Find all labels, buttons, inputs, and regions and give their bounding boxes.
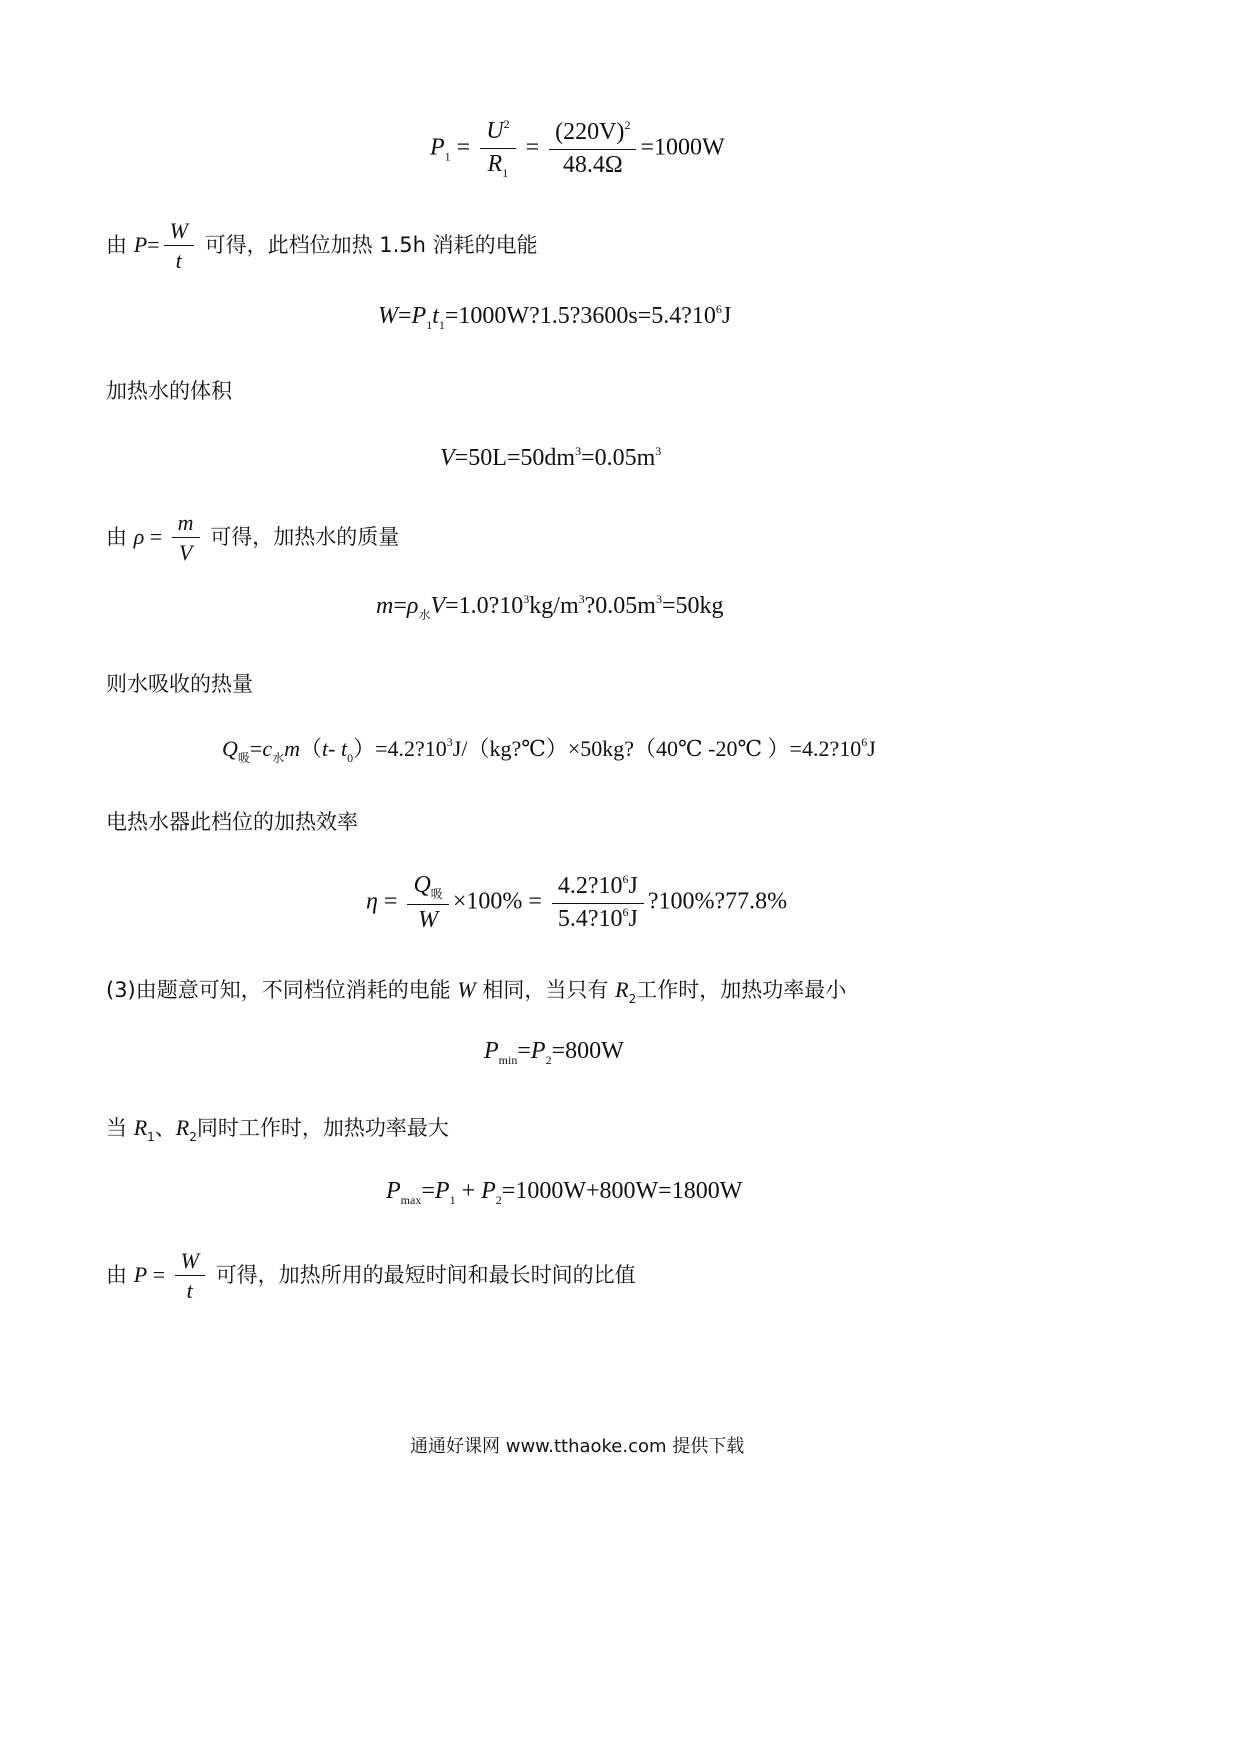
- text-line-8: 由 P = $\frac{W}{t}$ 可得，加热所用的最短时间和最长时间的比值: [106, 1248, 636, 1304]
- formula-m: $m=\rho_水V=1.0?10^3kg/m^3?0.05m^3=50kg$: [376, 592, 724, 622]
- text-line-3: 由 ρ = $\frac{m}{V}$ 可得，加热水的质量: [106, 510, 400, 566]
- formula-p1: $P_1$ = $\frac{U^2}{R_1}$ = $\frac{(220V)^2}{48.4\Omega}$ =1000W: [430, 117, 725, 180]
- text-line-2: 加热水的体积: [106, 379, 232, 403]
- formula-v: $V=50L=50dm^3=0.05m^3$: [440, 444, 662, 471]
- text-line-4: 则水吸收的热量: [106, 672, 253, 696]
- footer-watermark: 通通好课网 www.tthaoke.com 提供下载: [410, 1436, 745, 1457]
- text-line-1: 由 P= $\frac{W}{t}$ 可得，此档位加热 1.5h 消耗的电能: [106, 218, 538, 274]
- formula-pmin: $P_{min}=P_2=800W$: [484, 1038, 624, 1067]
- text-line-5: 电热水器此档位的加热效率: [106, 810, 358, 834]
- formula-q: $Q_吸=c_水m(t-$ $t_0)=4.2?10^3J/(kg?℃)\times 50kg?(40℃$ -20℃ ）$=4.2?10^6J$: [222, 735, 876, 765]
- text-line-6: (3)由题意可知，不同档位消耗的电能 W 相同，当只有 $R_2$工作时，加热功率最小: [106, 977, 847, 1006]
- text-line-7: 当 $R_1$、$R_2$同时工作时，加热功率最大: [106, 1115, 449, 1144]
- formula-w: $W=P_1t_1=1000W?1.5?3600s=5.4?10^6J$: [378, 302, 732, 332]
- formula-pmax: $P_{max}=P_1 + P_2=1000W+800W=1800W$: [386, 1178, 743, 1207]
- formula-eta: η = $\frac{Q_吸}{W}$ ×100% = $\frac{4.2?10^6J}{5.4?10^6J}$ ?100%?77.8%: [366, 872, 788, 933]
